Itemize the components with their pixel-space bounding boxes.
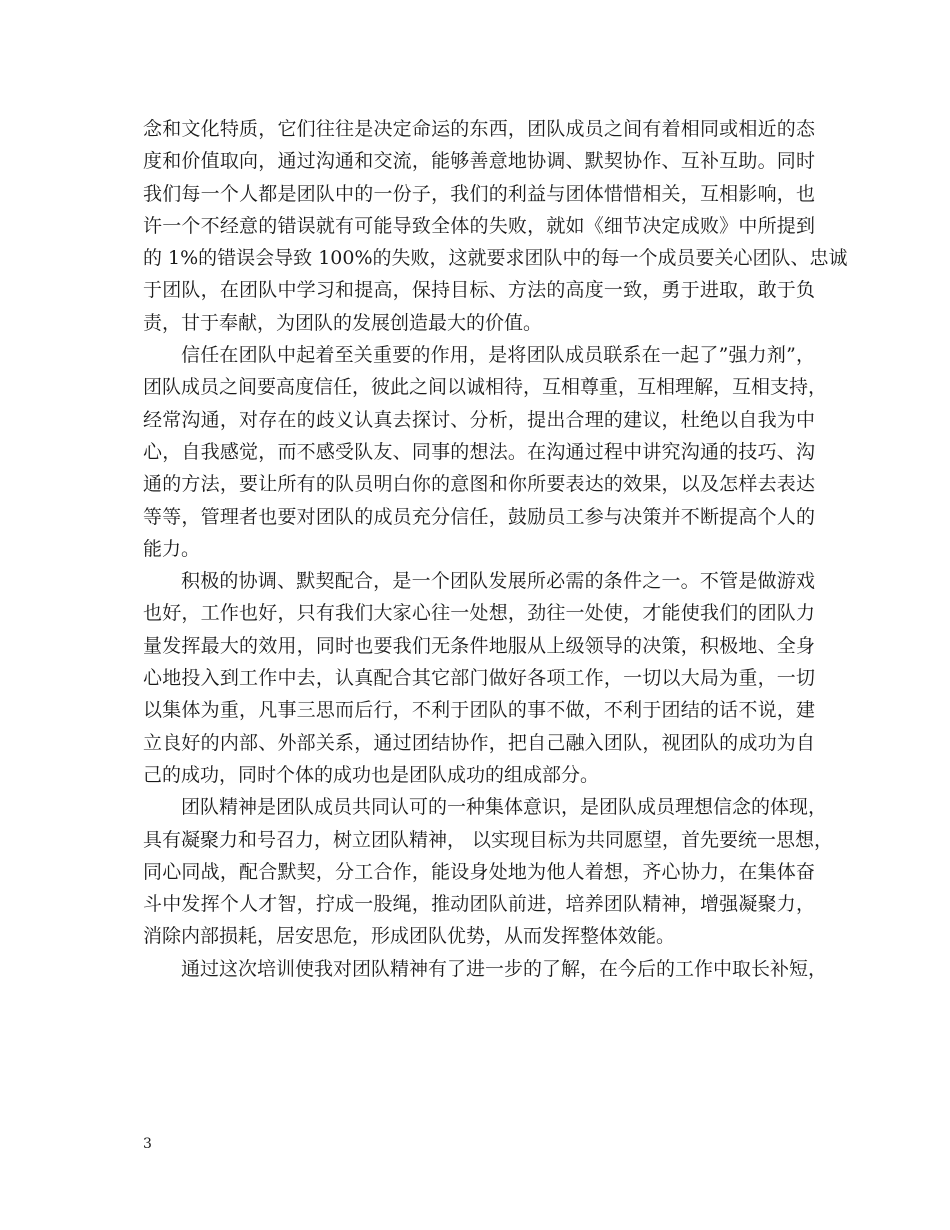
text-line: 团队精神是团队成员共同认可的一种集体意识，是团队成员理想信念的体现， [181,796,828,819]
text-line: 能力。 [143,537,201,560]
text-line: 积极的协调、默契配合，是一个团队发展所必需的条件之一。不管是做游戏 [181,570,815,593]
text-line: 团队成员之间要高度信任，彼此之间以诚相待，互相尊重，互相理解，互相支持， [143,376,828,399]
text-line: 己的成功，同时个体的成功也是团队成功的组成部分。 [143,763,600,786]
text-line: 通的方法，要让所有的队员明白你的意图和你所要表达的效果，以及怎样去表达 [143,473,815,496]
text-line: 责，甘于奉献，为团队的发展创造最大的价值。 [143,311,543,334]
text-line: 经常沟通，对存在的歧义认真去探讨、分析，提出合理的建议，杜绝以自我为中 [143,408,815,431]
text-line: 也好，工作也好，只有我们大家心往一处想，劲往一处使，才能使我们的团队力 [143,602,815,625]
text-line: 通过这次培训使我对团队精神有了进一步的了解，在今后的工作中取长补短， [181,957,828,980]
text-line: 于团队，在团队中学习和提高，保持目标、方法的高度一致，勇于进取，敢于负 [143,279,815,302]
text-line: 斗中发挥个人才智，拧成一股绳，推动团队前进，培养团队精神，增强凝聚力， [143,893,815,916]
paragraph [143,565,815,791]
text-line: 许一个不经意的错误就有可能导致全体的失败，就如《细节决定成败》中所提到 [143,214,815,237]
text-line: 量发挥最大的效用，同时也要我们无条件地服从上级领导的决策，积极地、全身 [143,634,815,657]
body-text [143,113,848,985]
text-line: 我们每一个人都是团队中的一份子，我们的利益与团体惜惜相关，互相影响，也 [143,182,815,205]
text-line: 信任在团队中起着至关重要的作用，是将团队成员联系在一起了”强力剂”， [181,344,815,367]
text-line: 的 1%的错误会导致 100%的失败，这就要求团队中的每一个成员要关心团队、忠诚 [143,247,848,270]
text-line: 念和文化特质，它们往往是决定命运的东西，团队成员之间有着相同或相近的态 [143,118,815,140]
text-line: 心，自我感觉，而不感受队友、同事的想法。在沟通过程中讲究沟通的技巧、沟 [143,440,815,463]
paragraph [143,113,848,339]
text-line: 消除内部损耗，居安思危，形成团队优势，从而发挥整体效能。 [143,925,676,948]
paragraph [143,339,828,565]
paragraph [143,791,834,952]
text-line: 立良好的内部、外部关系，通过团结协作，把自己融入团队，视团队的成功为自 [143,731,815,754]
text-line: 度和价值取向，通过沟通和交流，能够善意地协调、默契协作、互补互助。同时 [143,150,815,173]
page-number: 3 [143,1136,152,1152]
text-line: 心地投入到工作中去，认真配合其它部门做好各项工作，一切以大局为重，一切 [143,667,815,690]
text-line: 等等，管理者也要对团队的成员充分信任，鼓励员工参与决策并不断提高个人的 [143,505,815,528]
text-line: 同心同战，配合默契，分工合作，能设身处地为他人着想，齐心协力，在集体奋 [143,860,815,883]
text-line: 具有凝聚力和号召力，树立团队精神， 以实现目标为共同愿望，首先要统一思想， [143,828,834,851]
text-line: 以集体为重，凡事三思而后行，不利于团队的事不做，不利于团结的话不说，建 [143,699,815,722]
paragraph [143,953,828,985]
